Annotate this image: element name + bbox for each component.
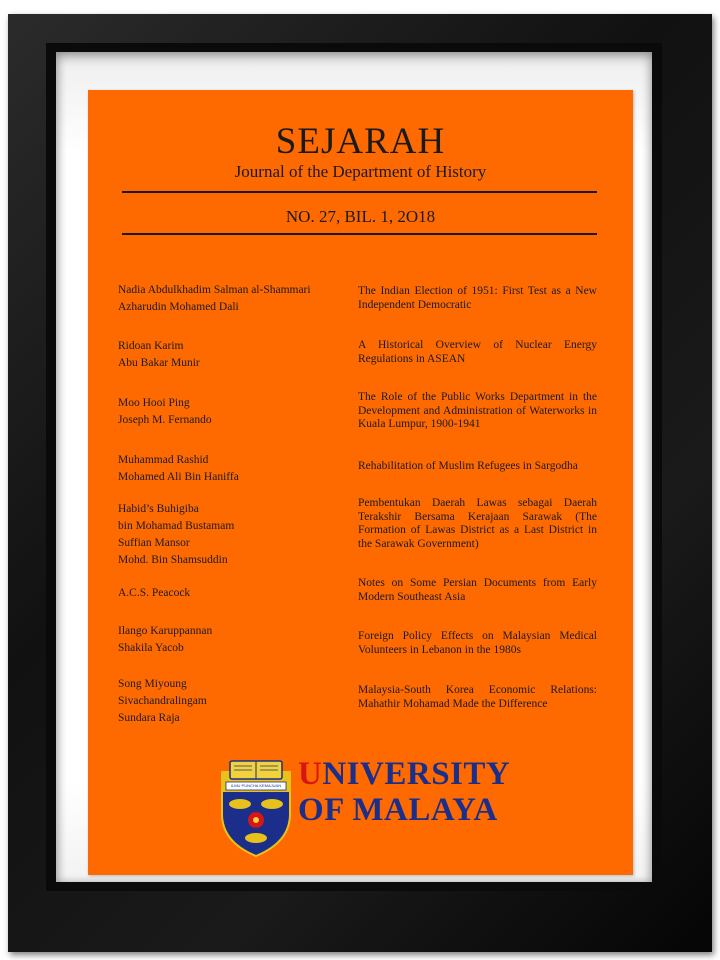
article-title: Pembentukan Daerah Lawas sebagai Daerah Terakshir Bersama Kerajaan Sarawak (The Formation of Lawas District as a Last District in the Sarawak Government) (358, 497, 597, 550)
article-title: The Role of the Public Works Department in the Development and Administration of Waterworks in Kuala Lumpur, 1900-1941 (358, 391, 597, 430)
article-title: Rehabilitation of Muslim Refugees in Sargodha (358, 460, 578, 472)
author-name: Mohamed Ali Bin Haniffa (118, 471, 239, 483)
author-name: Joseph M. Fernando (118, 414, 212, 426)
article-title: Foreign Policy Effects on Malaysian Medical Volunteers in Lebanon in the 1980s (358, 630, 597, 656)
author-name: Muhammad Rashid (118, 454, 209, 466)
author-name: Mohd. Bin Shamsuddin (118, 554, 228, 566)
author-name: Shakila Yacob (118, 642, 184, 654)
entry-authors (118, 452, 333, 486)
entry-authors (118, 501, 333, 569)
article-title: A Historical Overview of Nuclear Energy Regulations in ASEAN (358, 339, 597, 365)
journal-cover (88, 90, 633, 875)
logo-initial: U (298, 756, 323, 792)
author-name: Habid’s Buhigiba (118, 503, 199, 515)
article-title: Malaysia-South Korea Economic Relations: Mahathir Mohamad Made the Difference (358, 684, 597, 710)
author-name: Moo Hooi Ping (118, 397, 190, 409)
journal-subtitle: Journal of the Department of History (234, 162, 487, 181)
entry-authors (118, 585, 333, 602)
journal-title: SEJARAH (275, 121, 446, 162)
logo-word-rest: NIVERSITY (322, 756, 511, 792)
author-name: Nadia Abdulkhadim Salman al-Shammari (118, 284, 311, 296)
logo-line-of-malaya: OF MALAYA (298, 792, 498, 828)
entry-authors (118, 395, 333, 429)
author-name: Song Miyoung (118, 678, 187, 690)
issue-number: NO. 27, BIL. 1, 2O18 (285, 207, 436, 226)
author-name: Suffian Mansor (118, 537, 190, 549)
crest-ribbon-text: ILMU PUNCHA KEMAJUAN (230, 783, 282, 788)
article-title: The Indian Election of 1951: First Test as a New Independent Democratic (358, 285, 597, 311)
author-name: Azharudin Mohamed Dali (118, 301, 239, 313)
article-title: Notes on Some Persian Documents from Early Modern Southeast Asia (358, 577, 597, 603)
author-name: Sivachandralingam (118, 695, 207, 707)
university-crest-icon (216, 758, 296, 858)
author-name: Sundara Raja (118, 712, 180, 724)
logo-line-university (298, 756, 510, 793)
entry-authors (118, 282, 333, 316)
author-name: A.C.S. Peacock (118, 587, 191, 599)
author-name: bin Mohamad Bustamam (118, 520, 235, 532)
entry-authors (118, 623, 333, 657)
author-name: Ilango Karuppannan (118, 625, 213, 637)
university-logo (216, 758, 516, 858)
author-name: Abu Bakar Munir (118, 357, 200, 369)
entry-authors (118, 338, 333, 372)
author-name: Ridoan Karim (118, 340, 184, 352)
entry-authors (118, 676, 333, 727)
